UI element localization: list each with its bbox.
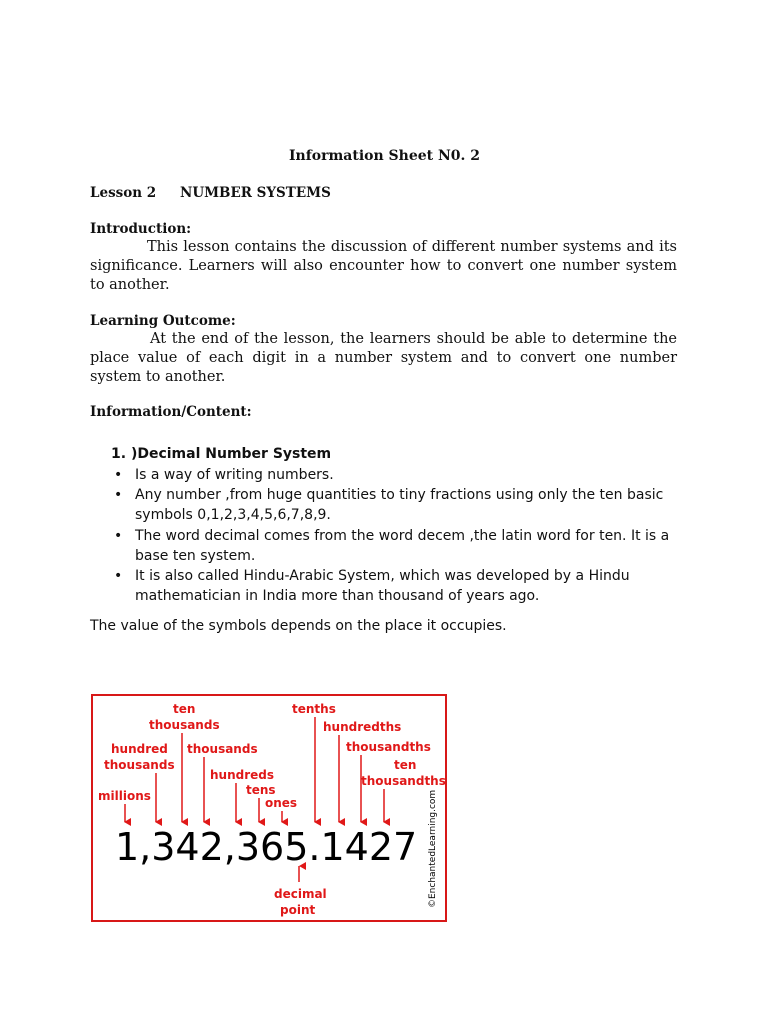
learning-outcome-text: At the end of the lesson, the learners should be able to determine the place value of each digit in a number system and to convert one number system to another. [90, 331, 677, 386]
label-hundredths: hundredths [323, 720, 402, 734]
list-item: • It is also called Hindu-Arabic System, which was developed by a Hindu mathematician in India more than thousand of years ago. [114, 568, 630, 605]
label-ten-thousands: thousands [149, 718, 220, 732]
label-thousands: thousands [187, 742, 258, 756]
lesson-title: NUMBER SYSTEMS [180, 185, 331, 201]
learning-outcome-heading: Learning Outcome: [90, 313, 236, 329]
bullet-icon: • [114, 527, 123, 544]
label-ones: ones [265, 796, 298, 810]
label-ten-small: ten [394, 758, 417, 772]
bullet-list [90, 465, 680, 606]
label-ten: ten [173, 702, 196, 716]
lesson-number: Lesson 2 [90, 185, 157, 201]
bullet-icon: • [114, 467, 123, 483]
sheet-title: Information Sheet N0. 2 [289, 148, 480, 164]
closing-line: The value of the symbols depends on the place it occupies. [90, 618, 507, 634]
label-millions: millions [98, 789, 151, 803]
label-ten-thousandths: thousandths [361, 774, 446, 788]
section-title: )Decimal Number System [130, 446, 332, 462]
bullet-icon: • [114, 568, 123, 585]
bullet-icon: • [114, 487, 123, 504]
introduction-text: This lesson contains the discussion of different number systems and its significance. Learners will also encounter how to convert one number system to another. [90, 239, 677, 294]
label-tens: tens [246, 783, 276, 797]
list-item: • Is a way of writing numbers. [90, 465, 680, 485]
list-item: • Any number ,from huge quantities to tiny fractions using only the ten basic symbols 0,1,2,3,4,5,6,7,8,9. [114, 487, 664, 524]
place-value-figure [91, 694, 447, 922]
content-heading: Information/Content: [90, 404, 252, 420]
label-decimal: decimal [274, 887, 327, 901]
section-number: 1. [111, 446, 127, 462]
label-hundred: hundred [111, 742, 168, 756]
example-number: 1,342,365.1427 [115, 825, 418, 869]
label-thousandths: thousandths [346, 740, 431, 754]
label-hundred-thousands: thousands [104, 758, 175, 772]
figure-credit: ©EnchantedLearning.com [428, 789, 438, 908]
section-heading [111, 446, 331, 462]
label-hundreds: hundreds [210, 768, 275, 782]
list-item: • The word decimal comes from the word decem ,the latin word for ten. It is a base ten system. [114, 527, 670, 564]
label-point: point [280, 903, 316, 917]
introduction-heading: Introduction: [90, 221, 192, 237]
place-value-diagram [93, 696, 449, 924]
label-tenths: tenths [292, 702, 336, 716]
